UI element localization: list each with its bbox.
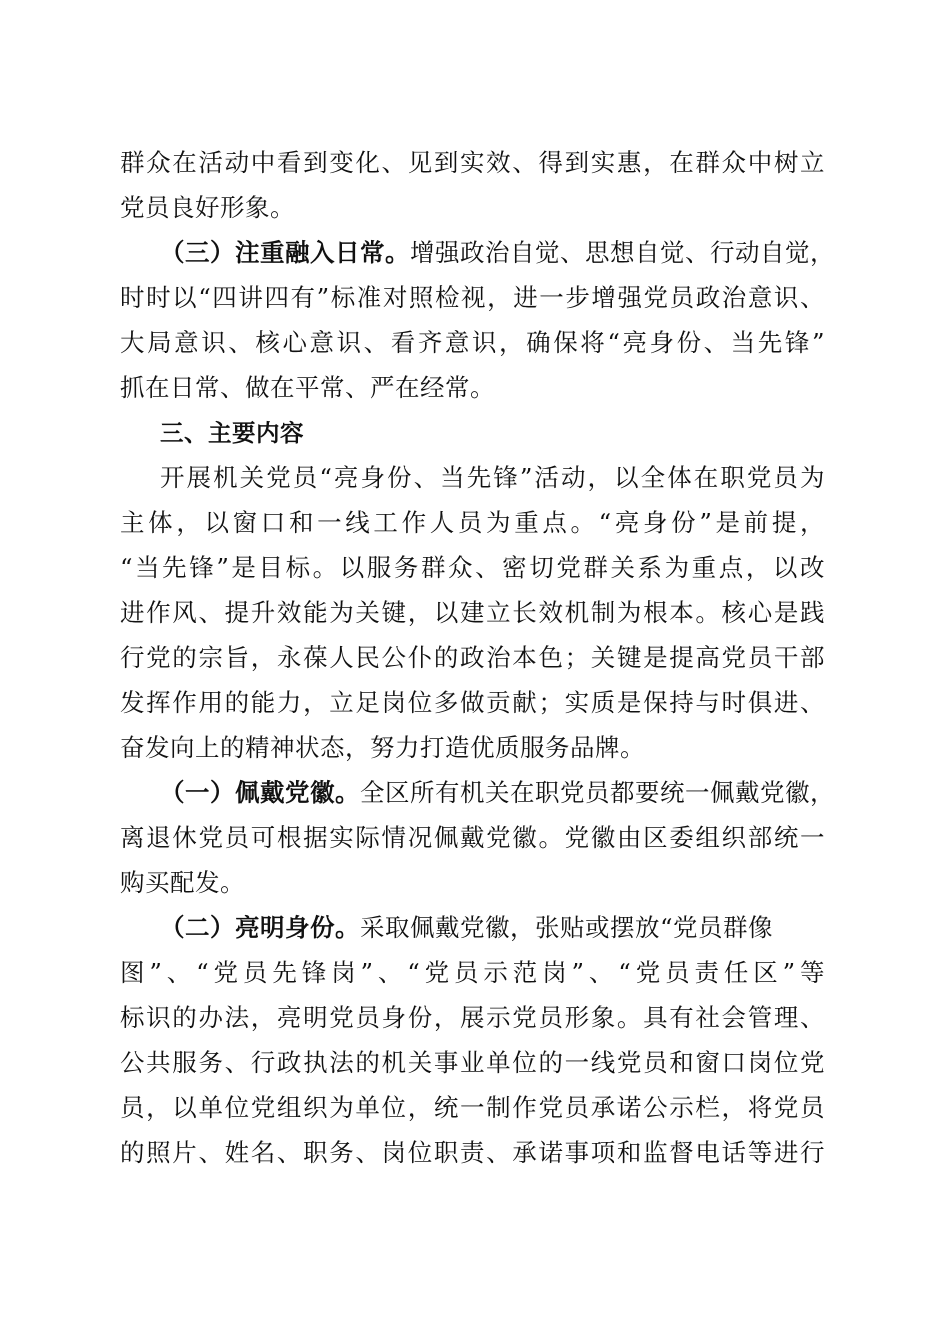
text-line: 党员良好形象。 xyxy=(120,193,295,222)
text-line: 大局意识、核心意识、看齐意识，确保将“亮身份、当先锋” xyxy=(120,328,825,357)
section-heading-main-content: 三、主要内容 xyxy=(160,419,304,447)
text-line: 离退休党员可根据实际情况佩戴党徽。党徽由区委组织部统一 xyxy=(120,823,825,852)
text-line: 员，以单位党组织为单位，统一制作党员承诺公示栏，将党员 xyxy=(120,1093,825,1122)
text-line: 标识的办法，亮明党员身份，展示党员形象。具有社会管理、 xyxy=(120,1003,825,1032)
subsection-1-heading: （一）佩戴党徽。 xyxy=(160,778,360,807)
text-line: 进作风、提升效能为关键，以建立长效机制为根本。核心是践 xyxy=(120,598,825,627)
text-line: “当先锋”是目标。以服务群众、密切党群关系为重点，以改 xyxy=(120,553,825,582)
text-span: 增强政治自觉、思想自觉、行动自觉， xyxy=(410,238,835,267)
text-line: 行党的宗旨，永葆人民公仆的政治本色；关键是提高党员干部 xyxy=(120,643,825,672)
section-3-heading: （三）注重融入日常。 xyxy=(160,238,410,267)
text-line: 群众在活动中看到变化、见到实效、得到实惠，在群众中树立 xyxy=(120,148,825,177)
subsection-2-heading: （二）亮明身份。 xyxy=(160,913,360,942)
text-line: 主体，以窗口和一线工作人员为重点。“亮身份”是前提， xyxy=(120,508,825,537)
text-line: 公共服务、行政执法的机关事业单位的一线党员和窗口岗位党 xyxy=(120,1048,825,1077)
paragraph-3-line-1 xyxy=(160,238,835,268)
text-line: 的照片、姓名、职务、岗位职责、承诺事项和监督电话等进行 xyxy=(120,1138,825,1167)
text-line: 开展机关党员“亮身份、当先锋”活动，以全体在职党员为 xyxy=(160,463,825,492)
paragraph-2-line-1 xyxy=(160,913,825,943)
text-line: 时时以“四讲四有”标准对照检视，进一步增强党员政治意识、 xyxy=(120,283,825,312)
text-line: 购买配发。 xyxy=(120,868,245,897)
text-line: 抓在日常、做在平常、严在经常。 xyxy=(120,373,495,402)
text-span: 采取佩戴党徽，张贴或摆放“党员群像 xyxy=(360,913,774,942)
text-line: 奋发向上的精神状态，努力打造优质服务品牌。 xyxy=(120,733,645,762)
paragraph-1-line-1 xyxy=(160,778,835,808)
text-line: 图”、“党员先锋岗”、“党员示范岗”、“党员责任区”等 xyxy=(120,958,825,987)
text-line: 发挥作用的能力，立足岗位多做贡献；实质是保持与时俱进、 xyxy=(120,688,825,717)
text-span: 全区所有机关在职党员都要统一佩戴党徽， xyxy=(360,778,835,807)
